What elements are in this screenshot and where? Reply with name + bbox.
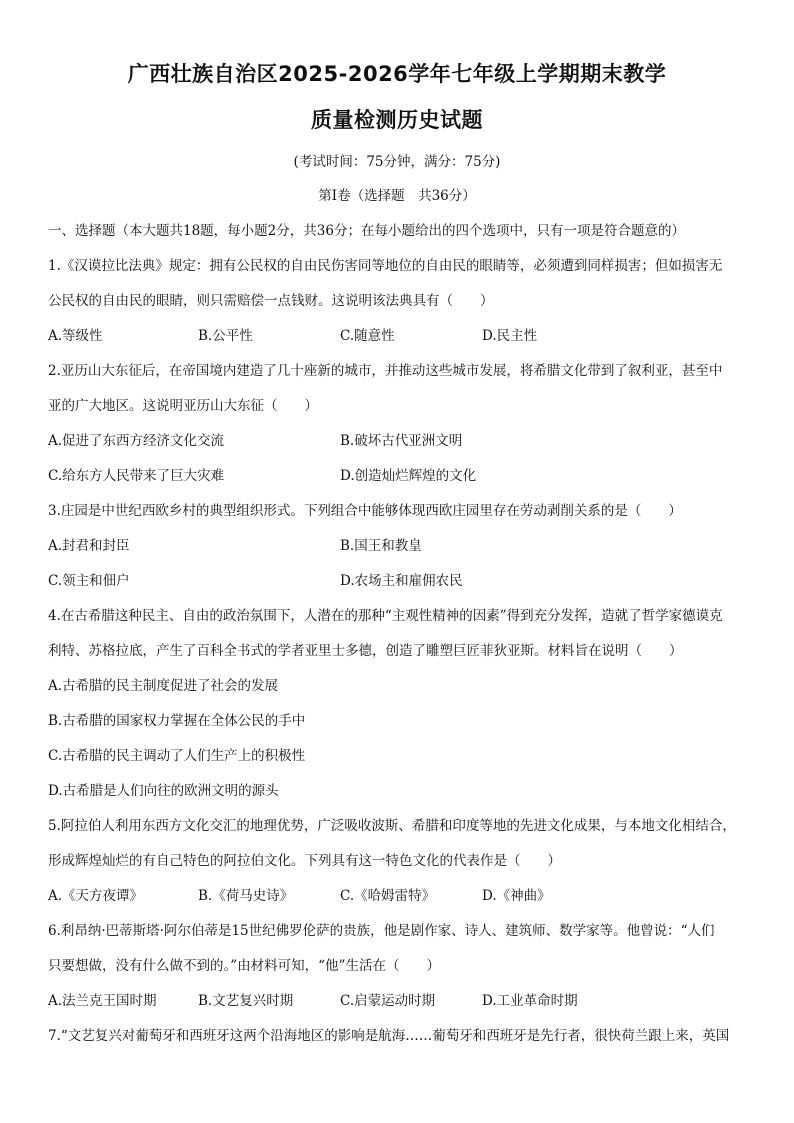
- question-1-stem-line1: 1.《汉谟拉比法典》规定：拥有公民权的自由民伤害同等地位的自由民的眼睛等，必须遭到同样损害；但如损害无: [48, 258, 723, 274]
- question-3-option-b: B.国王和教皇: [340, 538, 422, 554]
- exam-info: (考试时间：75分钟，满分：75分): [293, 154, 501, 170]
- question-3-option-d: D.农场主和雇佣农民: [340, 573, 463, 589]
- question-5-stem-line2: 形成辉煌灿烂的有自己特色的阿拉伯文化。下列具有这一特色文化的代表作是（ ）: [48, 853, 561, 869]
- question-4-stem-line1: 4.在古希腊这种民主、自由的政治氛围下，人潜在的那种“主观性精神的因素”得到充分发挥，造就了哲学家德谟克: [48, 608, 723, 624]
- question-1-option-b: B.公平性: [198, 328, 253, 344]
- exam-title-line2: 质量检测历史试题: [311, 108, 483, 132]
- question-2-option-c: C.给东方人民带来了巨大灾难: [48, 468, 225, 484]
- question-1-option-a: A.等级性: [48, 328, 103, 344]
- question-3-stem-line1: 3.庄园是中世纪西欧乡村的典型组织形式。下列组合中能够体现西欧庄园里存在劳动剥削关系的是（ ）: [48, 503, 682, 519]
- question-1-option-c: C.随意性: [340, 328, 395, 344]
- question-2-option-b: B.破坏古代亚洲文明: [340, 433, 463, 449]
- question-2-option-d: D.创造灿烂辉煌的文化: [340, 468, 477, 484]
- question-5-stem-line1: 5.阿拉伯人利用东西方文化交汇的地理优势，广泛吸收波斯、希腊和印度等地的先进文化成果，与本地文化相结合，: [48, 818, 736, 834]
- question-1-option-d: D.民主性: [482, 328, 538, 344]
- question-4-stem-line2: 利特、苏格拉底，产生了百科全书式的学者亚里士多德，创造了雕塑巨匠菲狄亚斯。材料旨在说明（ ）: [48, 643, 683, 659]
- question-5-option-a: A.《天方夜谭》: [48, 888, 144, 904]
- question-3-option-c: C.领主和佃户: [48, 573, 130, 589]
- question-6-option-c: C.启蒙运动时期: [340, 993, 436, 1009]
- question-6-option-b: B.文艺复兴时期: [198, 993, 294, 1009]
- question-6-option-a: A.法兰克王国时期: [48, 993, 157, 1009]
- volume-heading: 第Ⅰ卷（选择题 共36分）: [318, 188, 476, 204]
- question-3-option-a: A.封君和封臣: [48, 538, 130, 554]
- question-6-option-d: D.工业革命时期: [482, 993, 578, 1009]
- exam-title-line1: 广西壮族自治区2025-2026学年七年级上学期期末教学: [127, 62, 667, 86]
- question-7-stem-line1: 7.“文艺复兴对葡萄牙和西班牙这两个沿海地区的影响是航海……葡萄牙和西班牙是先行者，很快荷兰跟上来，英国: [48, 1028, 730, 1044]
- question-5-option-d: D.《神曲》: [482, 888, 551, 904]
- question-4-option-c: C.古希腊的民主调动了人们生产上的积极性: [48, 748, 306, 764]
- section-instruction: 一、选择题（本大题共18题，每小题2分，共36分；在每小题给出的四个选项中，只有一项是符合题意的）: [48, 223, 685, 239]
- question-4-option-d: D.古希腊是人们向往的欧洲文明的源头: [48, 783, 279, 799]
- question-5-option-c: C.《哈姆雷特》: [340, 888, 436, 904]
- question-2-stem-line1: 2.亚历山大东征后，在帝国境内建造了几十座新的城市，并推动这些城市发展，将希腊文化带到了叙利亚，甚至中: [48, 363, 723, 379]
- question-4-option-a: A.古希腊的民主制度促进了社会的发展: [48, 678, 279, 694]
- question-6-stem-line2: 只要想做，没有什么做不到的。”由材料可知，“他”生活在（ ）: [48, 958, 440, 974]
- question-5-option-b: B.《荷马史诗》: [198, 888, 294, 904]
- question-4-option-b: B.古希腊的国家权力掌握在全体公民的手中: [48, 713, 306, 729]
- question-1-stem-line2: 公民权的自由民的眼睛，则只需赔偿一点钱财。这说明该法典具有（ ）: [48, 293, 494, 309]
- question-2-option-a: A.促进了东西方经济文化交流: [48, 433, 225, 449]
- question-2-stem-line2: 亚的广大地区。这说明亚历山大东征（ ）: [48, 398, 318, 414]
- question-6-stem-line1: 6.利昂纳·巴蒂斯塔·阿尔伯蒂是15世纪佛罗伦萨的贵族，他是剧作家、诗人、建筑师、数学家等。他曾说：“人们: [48, 923, 715, 939]
